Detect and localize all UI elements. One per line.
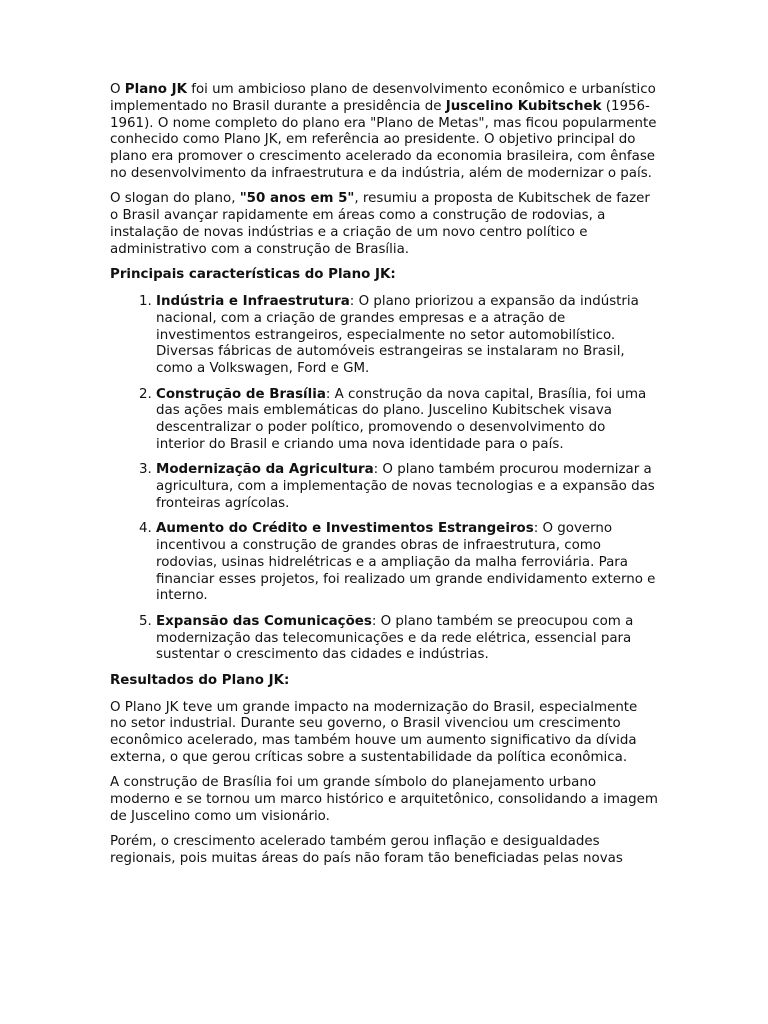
intro-text: , resumiu a proposta de Kubitschek de fazer o Brasil avançar rapidamente em áreas como a construção de rodovias, a instalação de novas indústrias e a criação de um novo centro político e administrativo com a construção de Brasília. — [110, 191, 650, 257]
list-item-title: Indústria e Infraestrutura — [156, 293, 350, 309]
intro-text: O slogan do plano, — [110, 191, 240, 207]
president-name-bold: Juscelino Kubitschek — [445, 98, 602, 114]
results-paragraph-1: O Plano JK teve um grande impacto na modernização do Brasil, especialmente no setor industrial. Durante seu governo, o Brasil vivenciou um crescimento econômico acelerado, mas também houve um aumento significativo da dívida externa, o que gerou críticas sobre a sustentabilidade da política econômica. — [110, 699, 638, 766]
list-item-title: Modernização da Agricultura — [156, 462, 374, 478]
results-paragraph-3-clip — [110, 834, 658, 874]
list-item-text: : O plano também procurou modernizar a agricultura, com a implementação de novas tecnologias e a expansão das fronteiras agrícolas. — [156, 462, 655, 511]
slogan-bold: "50 anos em 5" — [239, 191, 355, 207]
list-item-text: : A construção da nova capital, Brasília, foi uma das ações mais emblemáticas do plano. Juscelino Kubitschek visava descentralizar o poder político, promovendo o desenvolvimento do interior do Brasil e criando uma nova identidade para o país. — [156, 386, 647, 452]
intro-text: O — [110, 82, 125, 97]
list-item-title: Construção de Brasília — [156, 386, 326, 402]
list-item-text: : O governo incentivou a construção de grandes obras de infraestrutura, como rodovias, usinas hidrelétricas e a ampliação da malha ferroviária. Para financiar esses projetos, foi realizado um grande endividamento externo e interno. — [156, 521, 656, 604]
features-heading: Principais características do Plano JK: — [110, 267, 396, 283]
results-heading: Resultados do Plano JK: — [110, 672, 290, 688]
list-item — [156, 294, 658, 378]
list-item-title: Aumento do Crédito e Investimentos Estrangeiros — [156, 521, 534, 537]
intro-text: (1956-1961). O nome completo do plano era "Plano de Metas", mas ficou popularmente conhecido como Plano JK, em referência ao presidente. O objetivo principal do plano era promover o crescimento acelerado da economia brasileira, com ênfase no desenvolvimento da infraestrutura e da indústria, além de modernizar o país. — [110, 98, 657, 181]
intro-paragraph-1 — [110, 82, 658, 183]
features-list — [110, 294, 658, 664]
list-item — [156, 614, 658, 664]
list-item — [156, 521, 658, 605]
list-item-text: : O plano também se preocupou com a modernização das telecomunicações e da rede elétrica, essencial para sustentar o crescimento das cidades e indústrias. — [156, 613, 634, 663]
list-item — [156, 462, 658, 512]
results-paragraph-2: A construção de Brasília foi um grande símbolo do planejamento urbano moderno e se tornou um marco histórico e arquitetônico, consolidando a imagem de Juscelino como um visionário. — [110, 775, 658, 825]
list-item-text: : O plano priorizou a expansão da indústria nacional, com a criação de grandes empresas e a atração de investimentos estrangeiros, especialmente no setor automobilístico. Diversas fábricas de automóveis estrangeiras se instalaram no Brasil, como a Volkswagen, Ford e GM. — [156, 293, 639, 377]
document-page — [110, 82, 658, 874]
intro-paragraph-2 — [110, 191, 658, 258]
list-item-title: Expansão das Comunicações — [156, 613, 372, 629]
plan-name-bold: Plano JK — [124, 82, 187, 97]
results-paragraph-3: Porém, o crescimento acelerado também gerou inflação e desigualdades regionais, pois muitas áreas do país não foram tão beneficiadas pelas novas — [110, 834, 623, 867]
intro-text: foi um ambicioso plano de desenvolvimento econômico e urbanístico implementado no Brasil durante a presidência de — [110, 82, 656, 114]
list-item — [156, 387, 658, 454]
